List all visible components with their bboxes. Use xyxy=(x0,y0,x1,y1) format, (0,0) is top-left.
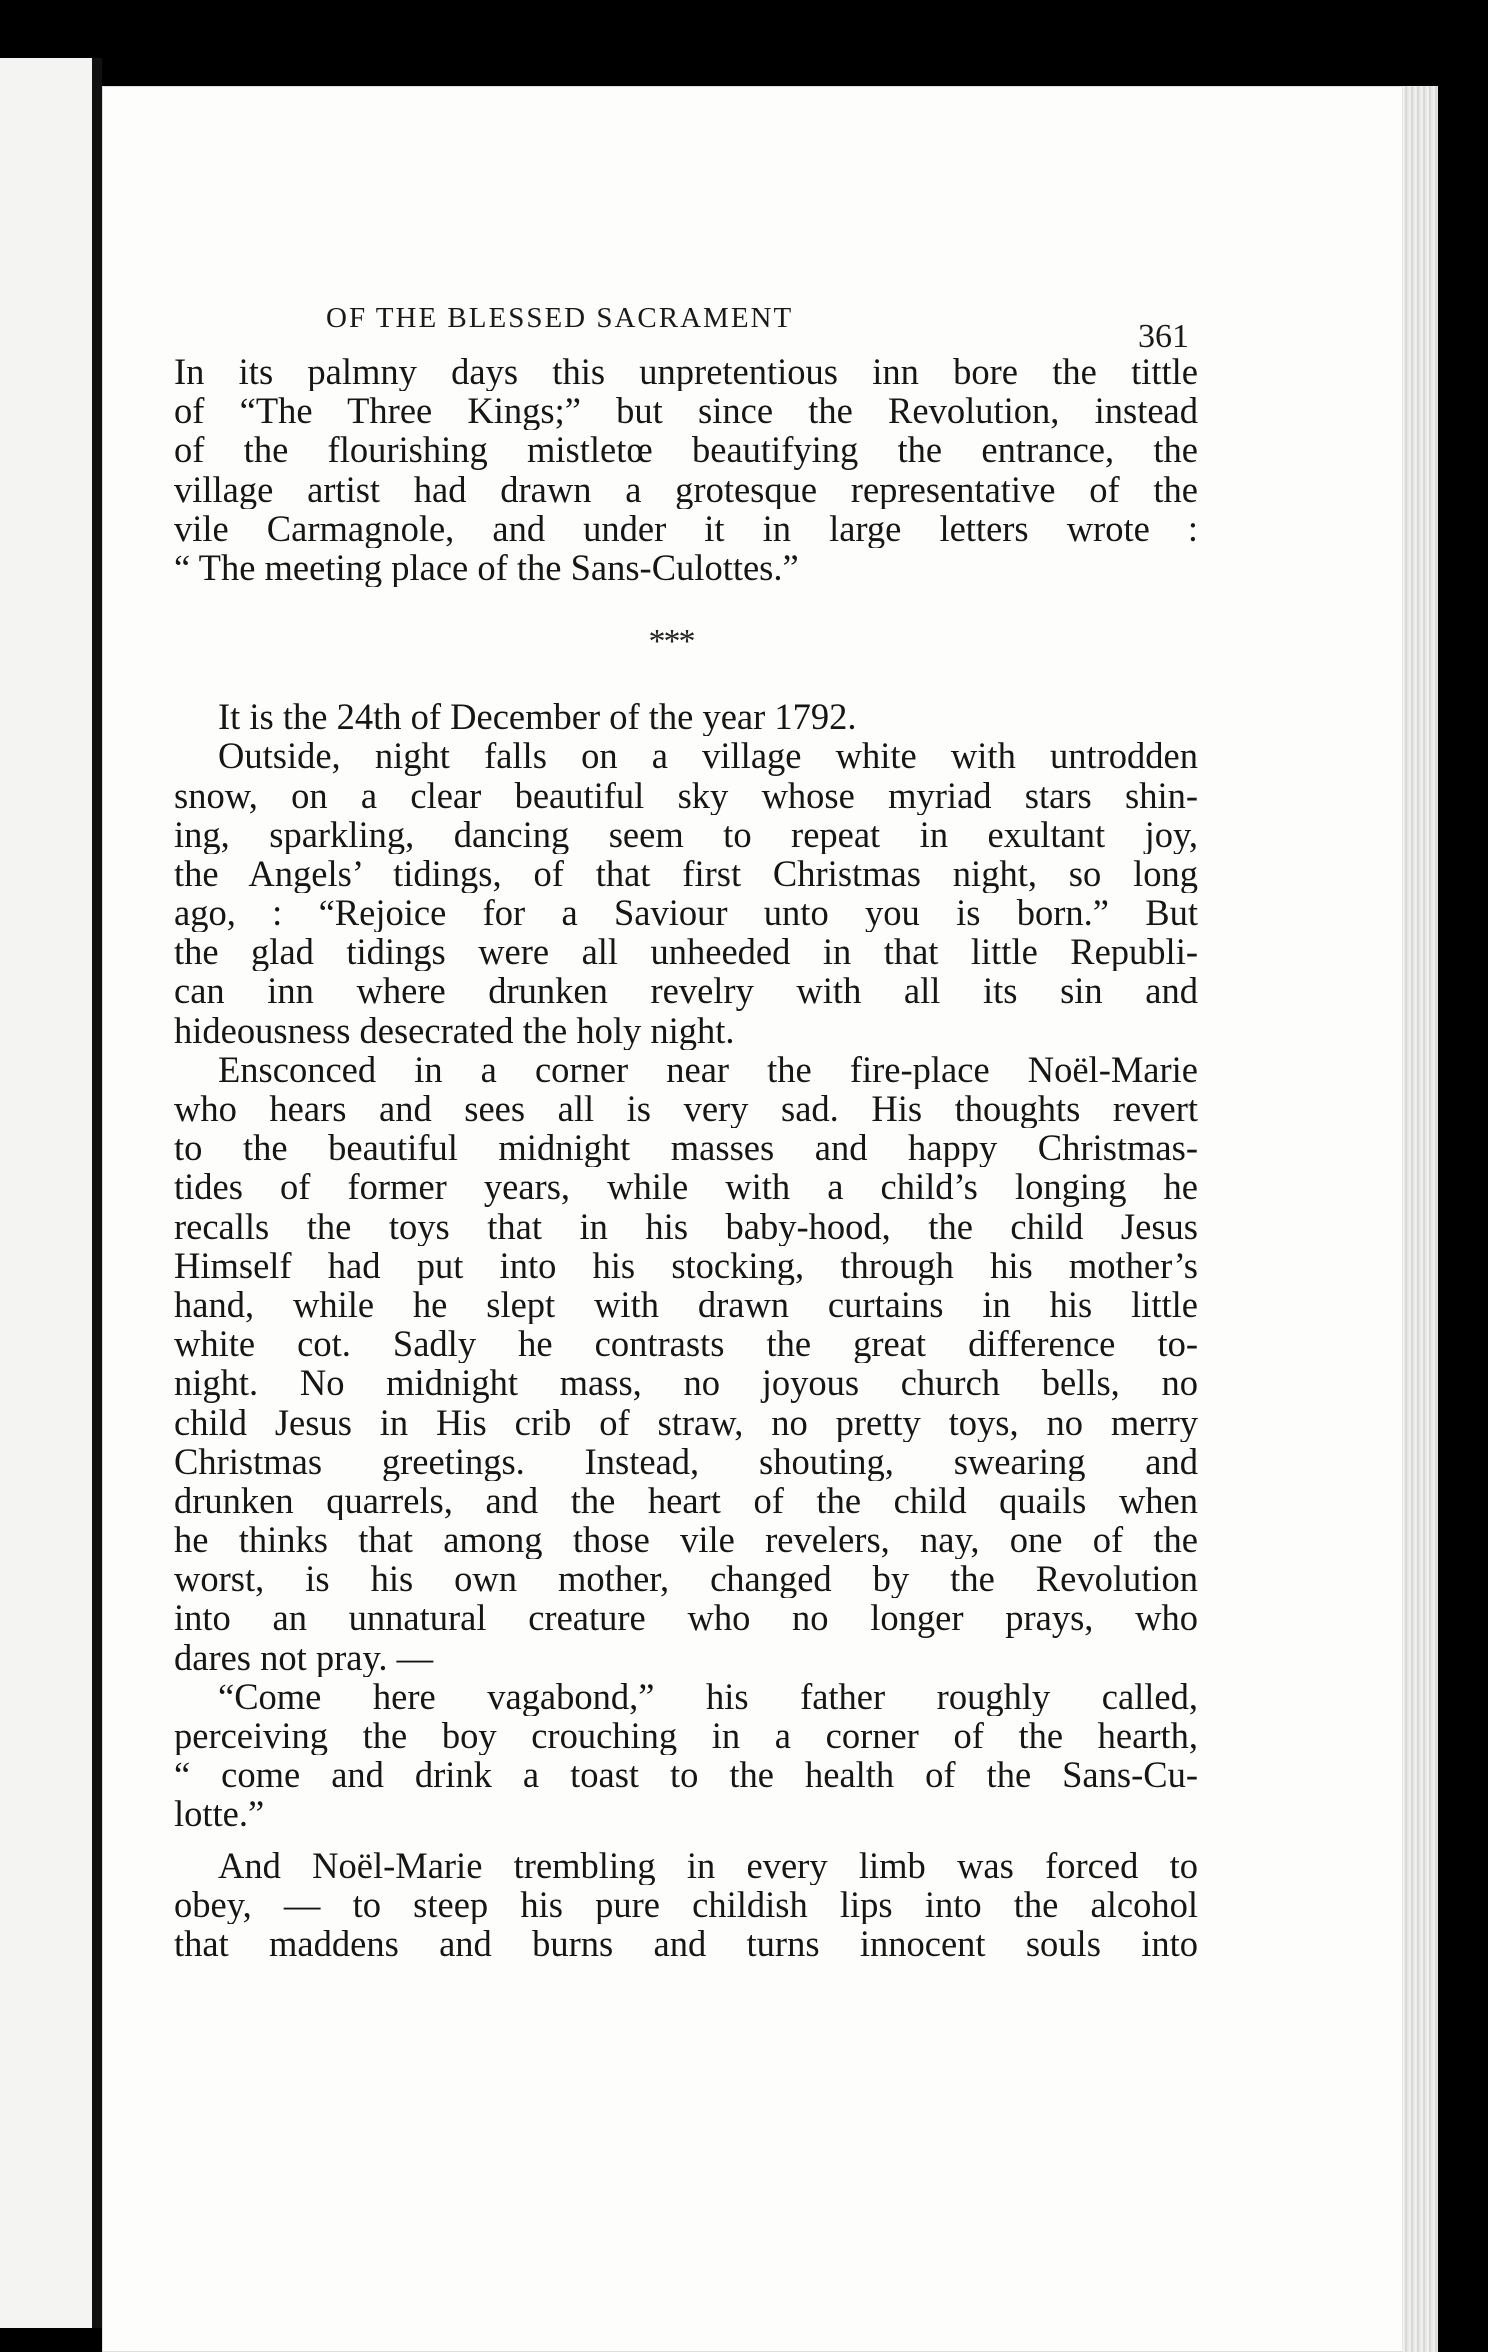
text-line: the glad tidings were all unheeded in that little Republi- xyxy=(174,932,1198,972)
page-edge-stack xyxy=(1402,86,1438,2352)
text-line: of the flourishing mistletœ beautifying the entrance, the xyxy=(174,430,1198,470)
text-line: of “The Three Kings;” but since the Revolution, instead xyxy=(174,391,1198,431)
text-line: “ The meeting place of the Sans-Culottes.” xyxy=(174,547,799,588)
text-line: recalls the toys that in his baby-hood, the child Jesus xyxy=(174,1206,1198,1246)
text-line: ago, : “Rejoice for a Saviour unto you is born.” But xyxy=(174,893,1198,933)
text-line: can inn where drunken revelry with all its sin and xyxy=(174,971,1198,1011)
previous-page-edge xyxy=(0,58,102,2328)
running-head: OF THE BLESSED SACRAMENT xyxy=(326,302,794,334)
text-line: dares not pray. — xyxy=(174,1637,434,1677)
paragraph-gap xyxy=(174,1834,1198,1846)
section-separator: *** xyxy=(648,623,694,661)
text-line: that maddens and burns and turns innocent souls into xyxy=(174,1923,1198,1964)
text-line: vile Carmagnole, and under it in large letters wrote : xyxy=(174,508,1198,548)
text-line: ing, sparkling, dancing seem to repeat in exultant joy, xyxy=(174,814,1198,854)
text-line: snow, on a clear beautiful sky whose myriad stars shin- xyxy=(174,775,1198,815)
text-line: lotte.” xyxy=(174,1794,265,1834)
text-line: tides of former years, while with a child’s longing he xyxy=(174,1167,1198,1207)
text-line: hand, while he slept with drawn curtains in his little xyxy=(174,1284,1198,1325)
text-line: night. No midnight mass, no joyous church bells, no xyxy=(174,1363,1198,1403)
body-text xyxy=(174,352,1198,1963)
text-line: he thinks that among those vile revelers, nay, one of the xyxy=(174,1520,1198,1560)
text-line: white cot. Sadly he contrasts the great difference to- xyxy=(174,1324,1198,1364)
text-line: to the beautiful midnight masses and happy Christmas- xyxy=(174,1128,1198,1168)
text-line: “Come here vagabond,” his father roughly called, xyxy=(218,1676,1198,1716)
text-line: Himself had put into his stocking, through his mother’s xyxy=(174,1245,1198,1285)
text-line: hideousness desecrated the holy night. xyxy=(174,1010,735,1050)
text-line: the Angels’ tidings, of that first Christmas night, so long xyxy=(174,853,1198,894)
page-number: 361 xyxy=(1138,318,1189,355)
text-line: perceiving the boy crouching in a corner of the hearth, xyxy=(174,1716,1198,1756)
text-line: And Noël-Marie trembling in every limb was forced to xyxy=(218,1845,1198,1885)
text-line: Ensconced in a corner near the fire-place Noël-Marie xyxy=(218,1049,1198,1089)
text-line: Christmas greetings. Instead, shouting, swearing and xyxy=(174,1441,1198,1481)
text-line: obey, — to steep his pure childish lips into the alcohol xyxy=(174,1884,1198,1924)
text-line: In its palmny days this unpretentious inn bore the tittle xyxy=(174,352,1198,392)
text-line: into an unnatural creature who no longer prays, who xyxy=(174,1598,1198,1638)
text-line: drunken quarrels, and the heart of the child quails when xyxy=(174,1480,1198,1521)
text-line: It is the 24th of December of the year 1792. xyxy=(218,697,857,737)
text-line: child Jesus in His crib of straw, no pretty toys, no merry xyxy=(174,1402,1198,1442)
text-line: worst, is his own mother, changed by the Revolution xyxy=(174,1559,1198,1599)
text-line: “ come and drink a toast to the health of the Sans-Cu- xyxy=(174,1755,1198,1795)
text-line: Outside, night falls on a village white with untrodden xyxy=(218,736,1198,776)
text-line: village artist had drawn a grotesque representative of the xyxy=(174,469,1198,509)
text-line: who hears and sees all is very sad. His thoughts revert xyxy=(174,1089,1198,1129)
